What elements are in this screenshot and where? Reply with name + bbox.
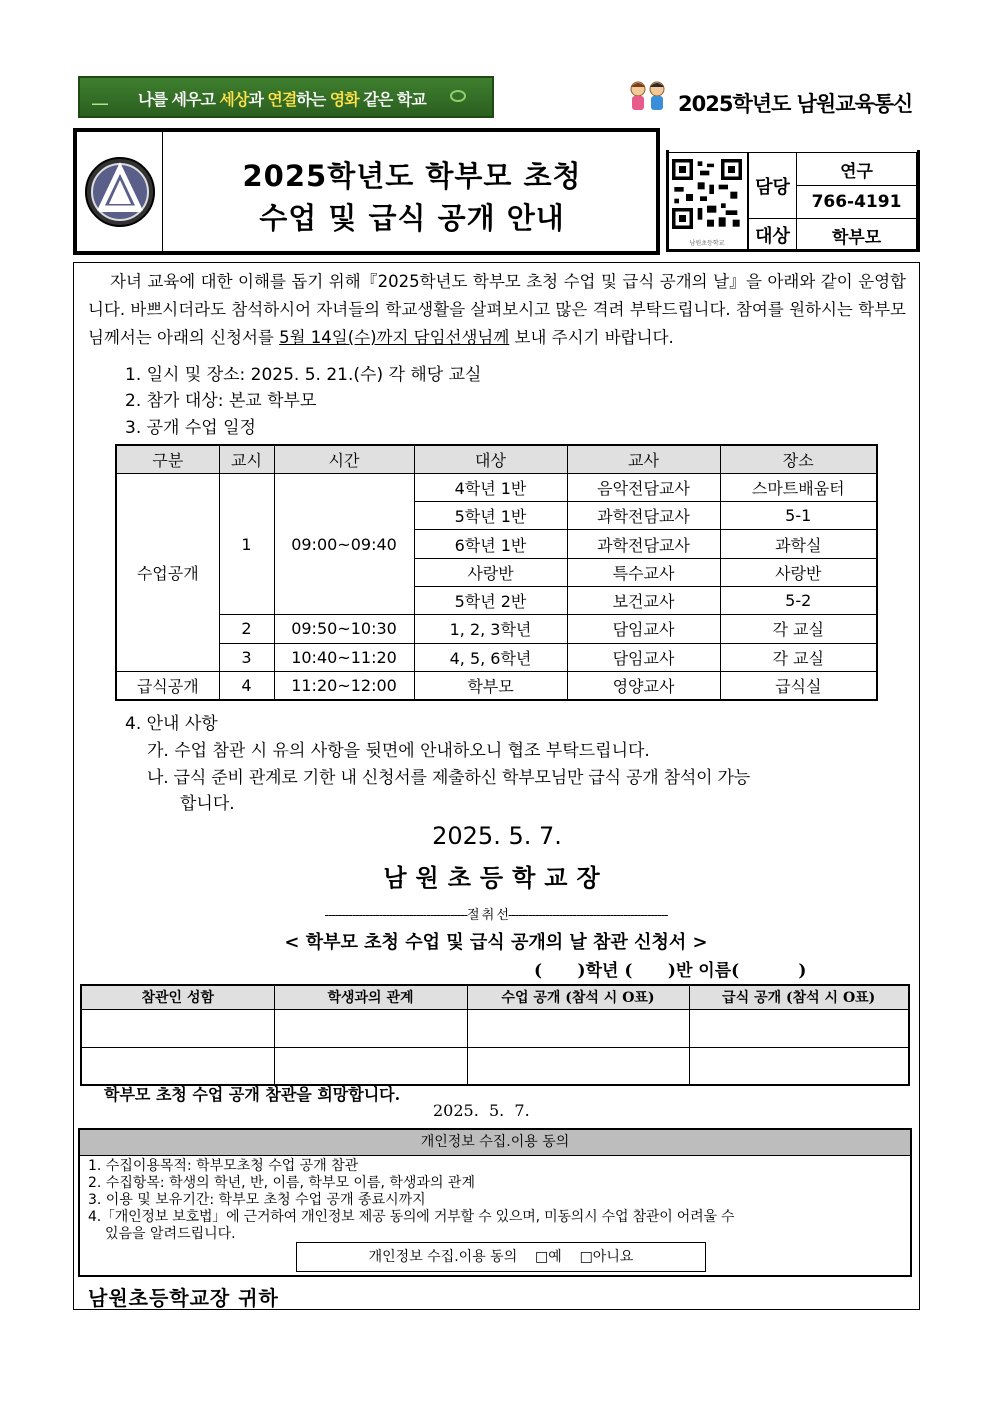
meal-open-label: 급식공개	[116, 671, 219, 699]
publication-header	[624, 80, 914, 118]
target-cell: 4학년 1반	[414, 473, 567, 501]
target-cell: 사랑반	[414, 558, 567, 586]
privacy-consent-box	[78, 1128, 912, 1277]
children-mascot-icon	[624, 80, 672, 116]
table-row	[81, 1047, 909, 1085]
deadline-underlined: 5월 14일(수)까지 담임선생님께	[279, 328, 510, 347]
list-item: 1. 수집이용목적: 학부모초청 수업 공개 참관	[88, 1158, 359, 1174]
list-item: 2. 수집항목: 학생의 학년, 반, 이름, 학부모 이름, 학생과의 관계	[88, 1175, 475, 1191]
col-attendee-name: 참관인 성함	[81, 985, 274, 1009]
list-item: 3. 이용 및 보유기간: 학부모 초청 수업 공개 종료시까지	[88, 1192, 426, 1208]
target-label: 대상	[749, 219, 797, 252]
school-head-signature: 남원초등학교장	[383, 864, 609, 892]
teacher-cell: 담임교사	[567, 643, 720, 671]
col-teacher: 교사	[567, 445, 720, 473]
school-slogan-banner	[78, 76, 494, 118]
relation-field[interactable]	[274, 1009, 467, 1047]
qr-code[interactable]	[666, 152, 748, 250]
issue-date: 2025. 5. 7.	[432, 822, 562, 850]
meal-attend-field[interactable]	[689, 1047, 909, 1085]
class-attend-field[interactable]	[467, 1009, 689, 1047]
title-box	[73, 128, 660, 255]
col-time: 시간	[274, 445, 414, 473]
list-item: 있음을 알려드립니다.	[105, 1226, 236, 1242]
period-cell: 3	[219, 643, 274, 671]
meal-attend-field[interactable]	[689, 1009, 909, 1047]
application-table	[80, 984, 910, 1086]
time-cell: 10:40~11:20	[274, 643, 414, 671]
document-title-line1: 2025학년도 학부모 초청	[242, 159, 582, 193]
staff-label: 담당	[749, 153, 797, 219]
consent-title: 개인정보 수집.이용 동의	[80, 1130, 910, 1156]
period-cell: 4	[219, 671, 274, 699]
class-attend-field[interactable]	[467, 1047, 689, 1085]
banner-dash: __	[92, 86, 108, 105]
col-category: 구분	[116, 445, 219, 473]
col-meal-attend: 급식 공개 (참석 시 O표)	[689, 985, 909, 1009]
target-cell: 학부모	[414, 671, 567, 699]
period-cell: 2	[219, 615, 274, 643]
item-target: 2. 참가 대상: 본교 학부모	[125, 391, 317, 411]
school-emblem	[77, 132, 163, 251]
table-row	[116, 473, 877, 501]
qr-code-icon	[672, 159, 742, 229]
place-cell: 스마트배움터	[720, 473, 877, 501]
time-cell: 09:50~10:30	[274, 615, 414, 643]
student-info-line[interactable]: ( )학년 ( )반 이름( )	[534, 961, 807, 981]
target-value: 학부모	[797, 219, 917, 252]
place-cell: 5-1	[720, 502, 877, 530]
teacher-cell: 음악전담교사	[567, 473, 720, 501]
publication-title: 2025학년도 남원교육통신	[678, 92, 913, 116]
time-cell: 09:00~09:40	[274, 473, 414, 614]
place-cell: 사랑반	[720, 558, 877, 586]
staff-dept: 연구	[797, 153, 917, 186]
attendee-name-field[interactable]	[81, 1047, 274, 1085]
list-item: 4.「개인정보 보호법」에 근거하여 개인정보 제공 동의에 거부할 수 있으며, 미동의시 수업 참관이 어려울 수	[88, 1209, 735, 1225]
teacher-cell: 영양교사	[567, 671, 720, 699]
target-cell: 5학년 1반	[414, 502, 567, 530]
addressee: 남원초등학교장 귀하	[88, 1286, 279, 1310]
intro-paragraph: 자녀 교육에 대한 이해를 돕기 위해『2025학년도 학부모 초청 수업 및 급식 공개의 날』을 아래와 같이 운영합니다. 바쁘시더라도 참석하시어 자녀들의 학교생활을 살펴보시고 많은 격려 부탁드립니다. 참여를 원하시는 학부모님께서는 아래의 신청서를 5월 14일(수)까지 담임선생님께 보내 주시기 바랍니다.	[88, 272, 906, 347]
class-open-label: 수업공개	[116, 473, 219, 671]
target-cell: 6학년 1반	[414, 530, 567, 558]
cut-line: ------------------------------------------절 취 선-----------------------------------------------	[324, 908, 668, 923]
banner-slogan: 나를 세우고 세상과 연결하는 영화 같은 학교	[138, 90, 426, 109]
schedule-header-row	[116, 445, 877, 473]
place-cell: 각 교실	[720, 643, 877, 671]
table-row	[81, 1009, 909, 1047]
col-target: 대상	[414, 445, 567, 473]
consent-items	[88, 1158, 908, 1243]
target-cell: 1, 2, 3학년	[414, 615, 567, 643]
table-row	[116, 643, 877, 671]
leaf-icon	[450, 90, 466, 102]
schedule-table	[115, 444, 878, 701]
teacher-cell: 과학전담교사	[567, 530, 720, 558]
contact-table	[748, 152, 917, 252]
table-row	[116, 615, 877, 643]
target-cell: 4, 5, 6학년	[414, 643, 567, 671]
teacher-cell: 과학전담교사	[567, 502, 720, 530]
place-cell: 과학실	[720, 530, 877, 558]
notice-item-a: 가. 수업 참관 시 유의 사항을 뒷면에 안내하오니 협조 부탁드립니다.	[147, 741, 650, 761]
place-cell: 각 교실	[720, 615, 877, 643]
school-emblem-icon	[77, 132, 163, 251]
application-header-row	[81, 985, 909, 1009]
form-title: < 학부모 초청 수업 및 급식 공개의 날 참관 신청서 >	[284, 932, 708, 953]
col-place: 장소	[720, 445, 877, 473]
table-row	[116, 671, 877, 699]
place-cell: 5-2	[720, 586, 877, 614]
time-cell: 11:20~12:00	[274, 671, 414, 699]
form-date: 2025. 5. 7.	[433, 1101, 530, 1120]
teacher-cell: 특수교사	[567, 558, 720, 586]
col-class-attend: 수업 공개 (참석 시 O표)	[467, 985, 689, 1009]
notice-heading: 4. 안내 사항	[125, 714, 218, 734]
period-cell: 1	[219, 473, 274, 614]
staff-phone: 766-4191	[797, 186, 917, 219]
attendee-name-field[interactable]	[81, 1009, 274, 1047]
document-title-line2: 수업 및 급식 공개 안내	[259, 201, 565, 235]
qr-caption: 남원초등학교	[689, 240, 725, 247]
col-period: 교시	[219, 445, 274, 473]
item-schedule-heading: 3. 공개 수업 일정	[125, 418, 256, 438]
relation-field[interactable]	[274, 1047, 467, 1085]
teacher-cell: 담임교사	[567, 615, 720, 643]
item-date-place: 1. 일시 및 장소: 2025. 5. 21.(수) 각 해당 교실	[125, 365, 482, 385]
notice-item-b-cont: 합니다.	[180, 794, 235, 814]
place-cell: 급식실	[720, 671, 877, 699]
col-relation: 학생과의 관계	[274, 985, 467, 1009]
teacher-cell: 보건교사	[567, 586, 720, 614]
attendance-wish-statement: 학부모 초청 수업 공개 참관을 희망합니다.	[104, 1085, 401, 1104]
target-cell: 5학년 2반	[414, 586, 567, 614]
notice-item-b: 나. 급식 준비 관계로 기한 내 신청서를 제출하신 학부모님만 급식 공개 참석이 가능	[147, 768, 750, 788]
consent-checkbox-line[interactable]: 개인정보 수집.이용 동의 □예 □아니요	[296, 1242, 706, 1272]
